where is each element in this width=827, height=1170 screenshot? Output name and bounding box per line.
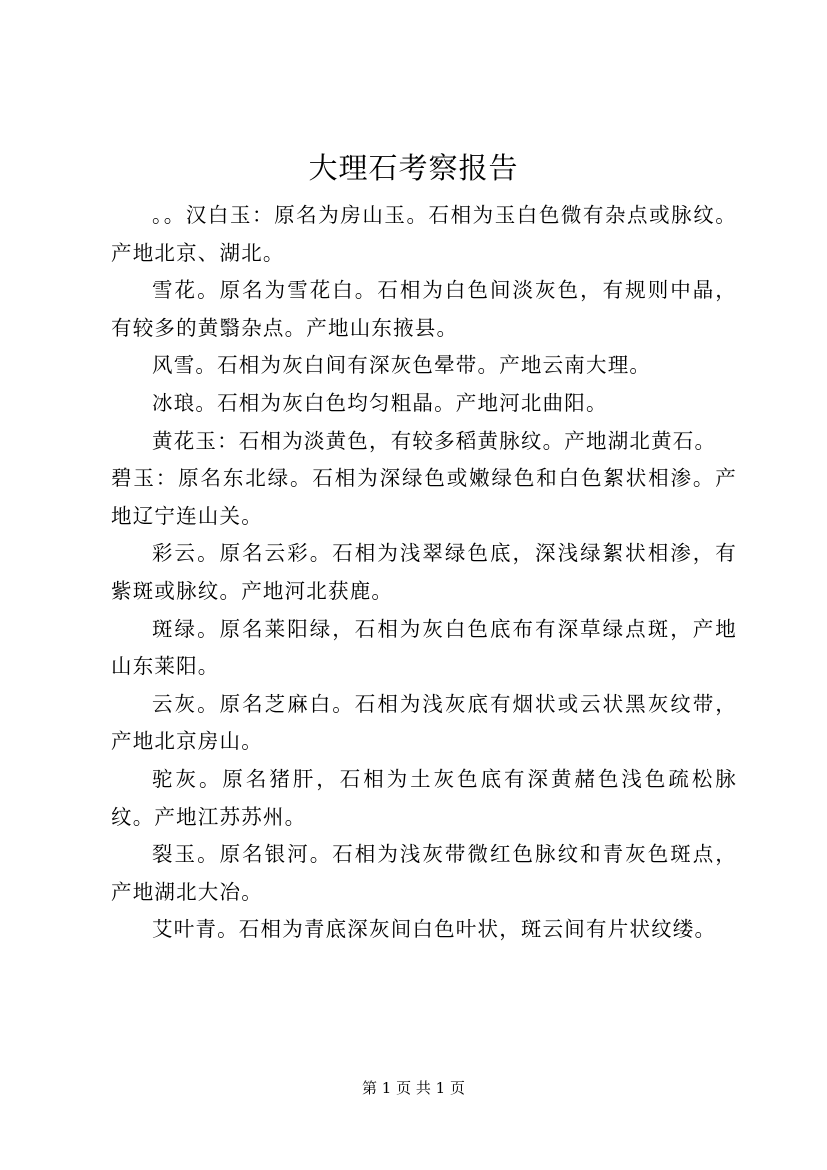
document-title: 大理石考察报告 (308, 151, 519, 185)
paragraph-aiyeqing: 艾叶青。石相为青底深灰间白色叶状，斑云间有片状纹缕。 (152, 917, 717, 942)
paragraph-tuohui: 驼灰。原名猪肝，石相为土灰色底有深黄赭色浅色疏松脉纹。产地江苏苏州。 (111, 766, 737, 829)
paragraph-xuehua: 雪花。原名为雪花白。石相为白色间淡灰色，有规则中晶，有较多的黄翳杂点。产地山东掖县。 (111, 278, 737, 340)
paragraph-biyu: 碧玉：原名东北绿。石相为深绿色或嫩绿色和白色絮状相渗。产地辽宁连山关。 (111, 466, 737, 528)
paragraph-yunhui: 云灰。原名芝麻白。石相为浅灰底有烟状或云状黑灰纹带，产地北京房山。 (111, 691, 737, 754)
paragraph-huanghuayu: 黄花玉：石相为淡黄色，有较多稻黄脉纹。产地湖北黄石。 (152, 428, 717, 453)
document-body (111, 197, 737, 949)
paragraph-hanbaiyu: 。。汉白玉：原名为房山玉。石相为玉白色微有杂点或脉纹。产地北京、湖北。 (111, 203, 737, 265)
paragraph-caiyun: 彩云。原名云彩。石相为浅翠绿色底，深浅绿絮状相渗，有紫斑或脉纹。产地河北获鹿。 (111, 541, 737, 603)
paragraph-binglang: 冰琅。石相为灰白色均匀粗晶。产地河北曲阳。 (152, 390, 608, 415)
paragraph-fengxue: 风雪。石相为灰白间有深灰色晕带。产地云南大理。 (152, 353, 652, 378)
paragraph-lieyu: 裂玉。原名银河。石相为浅灰带微红色脉纹和青灰色斑点，产地湖北大冶。 (111, 842, 737, 904)
paragraph-banlv: 斑绿。原名莱阳绿，石相为灰白色底布有深草绿点斑，产地山东莱阳。 (111, 616, 737, 679)
page-number-footer: 第 1 页 共 1 页 (362, 1079, 465, 1097)
